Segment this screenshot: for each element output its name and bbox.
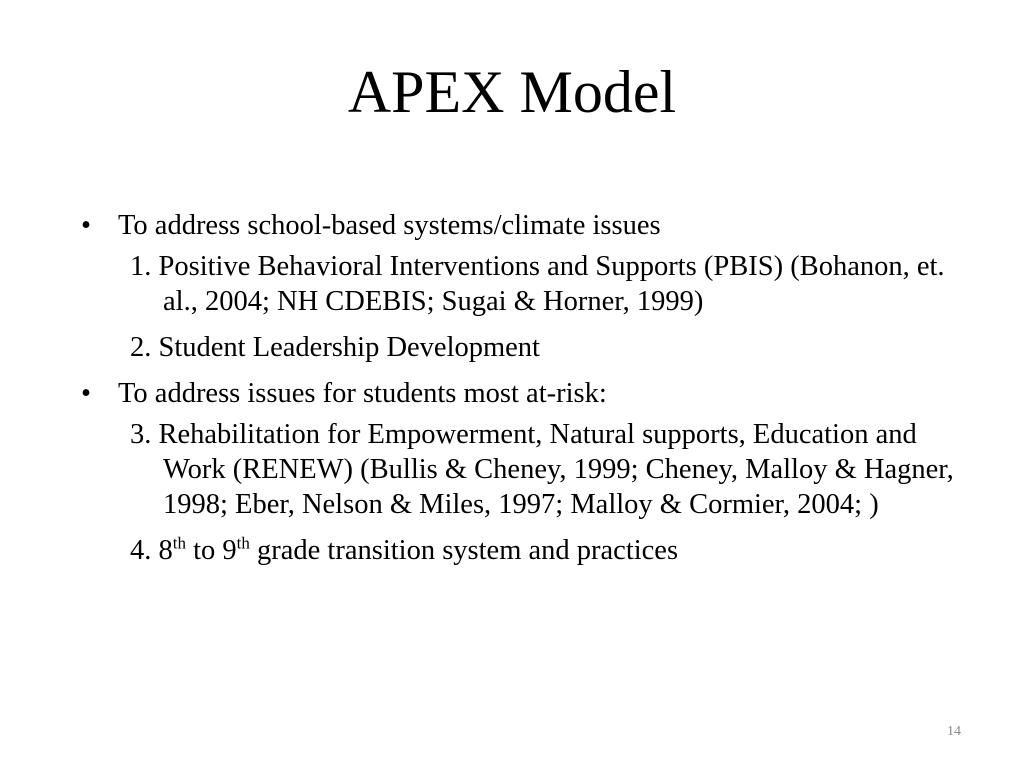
bullet-text: To address issues for students most at-risk: — [118, 378, 607, 409]
superscript: th — [172, 533, 186, 553]
sub-item: 2. Student Leadership Development — [130, 332, 540, 363]
sub-item — [130, 533, 963, 568]
bullet-item — [78, 208, 978, 243]
superscript: th — [236, 533, 250, 553]
bullet-icon: • — [81, 378, 91, 409]
bullet-icon: • — [81, 210, 91, 241]
slide-title: APEX Model — [347, 59, 677, 125]
sub-item-text: grade transition system and practices — [249, 535, 679, 566]
bullet-item — [78, 376, 978, 411]
sub-item-text: to 9 — [185, 535, 237, 566]
page-number: 14 — [947, 724, 961, 739]
slide-body — [78, 208, 978, 579]
bullet-text: To address school-based systems/climate issues — [118, 210, 661, 241]
sub-item-text: 4. 8 — [130, 535, 173, 566]
sub-item: 3. Rehabilitation for Empowerment, Natural supports, Education and Work (RENEW) (Bullis & Cheney, 1999; Cheney, Malloy & Hagner, 1998; Eber, Nelson & Miles, 1997; Malloy & Cormier, 2004; ) — [130, 419, 954, 520]
sub-item: 1. Positive Behavioral Interventions and Supports (PBIS) (Bohanon, et. al., 2004; NH CDEBIS; Sugai & Horner, 1999) — [130, 251, 945, 317]
